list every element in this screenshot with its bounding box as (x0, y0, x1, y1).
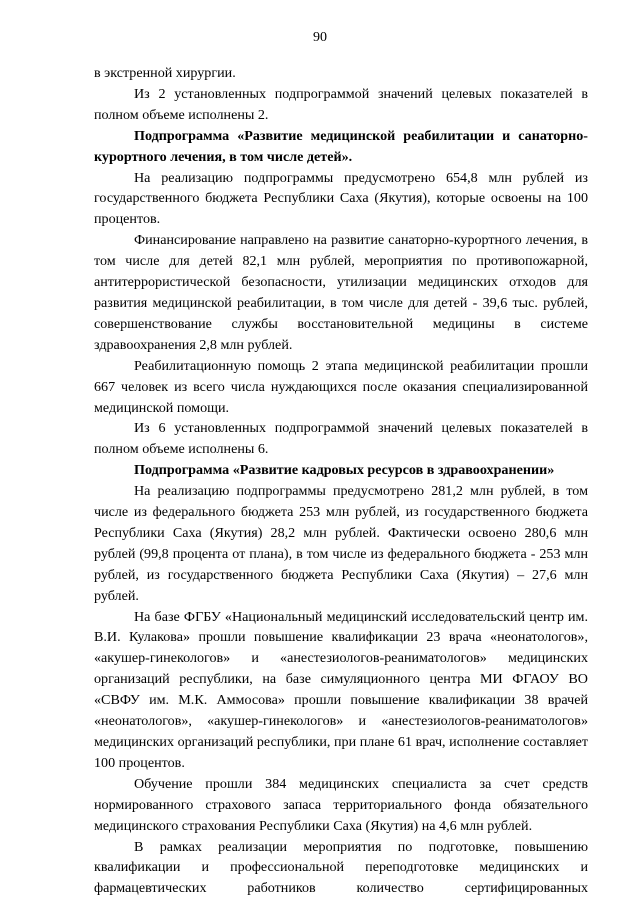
paragraph: Реабилитационную помощь 2 этапа медицинской реабилитации прошли 667 человек из всего числа нуждающихся после оказания специализированной медицинской помощи. (94, 357, 588, 416)
section-heading: Подпрограмма «Развитие кадровых ресурсов в здравоохранении» (134, 462, 555, 479)
paragraph: Из 6 установленных подпрограммой значений целевых показателей в полном объеме исполнены 6. (94, 420, 588, 458)
paragraph: На базе ФГБУ «Национальный медицинский исследовательский центр им. В.И. Кулакова» прошли повышение квалификации 23 врача «неонатологов», «акушер-гинекологов» и «анестезиологов-реаниматологов» медицинских организаций республики, на базе симуляционного центра МИ ФГАОУ ВО «СВФУ им. М.К. Аммосова» прошли повышение квалификации 38 врачей «неонатологов», «акушер-гинекологов» и «анестезиологов-реаниматологов» медицинских организаций республики, при плане 61 врач, исполнение составляет 100 процентов. (94, 608, 588, 771)
paragraph: в экстренной хирургии. (94, 65, 236, 81)
page-number: 90 (313, 30, 327, 45)
paragraph: Финансирование направлено на развитие санаторно-курортного лечения, в том числе для детей 82,1 млн рублей, мероприятия по противопожарной, антитеррористической безопасности, утилизации медицинских отходов для развития медицинской реабилитации, в том числе для детей - 39,6 тыс. рублей, совершенствование службы восстановительной медицины в системе здравоохранения 2,8 млн рублей. (94, 232, 588, 353)
paragraph: На реализацию подпрограммы предусмотрено 281,2 млн рублей, в том числе из федерального бюджета 253 млн рублей, из государственного бюджета Республики Саха (Якутия) 28,2 млн рублей. Фактически освоено 280,6 млн рублей (99,8 процента от плана), в том числе из федерального бюджета - 253 млн рублей, из государственного бюджета Республики Саха (Якутия) – 27,6 млн рублей. (94, 483, 588, 604)
paragraph: На реализацию подпрограммы предусмотрено 654,8 млн рублей из государственного бюджета Республики Саха (Якутия), которые освоены на 100 процентов. (94, 169, 588, 228)
section-heading: Подпрограмма «Развитие медицинской реабилитации и санаторно-курортного лечения, в том числе детей». (94, 127, 588, 165)
paragraph: В рамках реализации мероприятия по подготовке, повышению квалификации и профессиональной переподготовке медицинских и фармацевтических работников количество сертифицированных (94, 838, 588, 897)
paragraph: Обучение прошли 384 медицинских специалиста за счет средств нормированного страхового запаса территориального фонда обязательного медицинского страхования Республики Саха (Якутия) на 4,6 млн рублей. (94, 775, 588, 834)
document-body (94, 63, 588, 899)
paragraph: Из 2 установленных подпрограммой значений целевых показателей в полном объеме исполнены 2. (94, 85, 588, 123)
